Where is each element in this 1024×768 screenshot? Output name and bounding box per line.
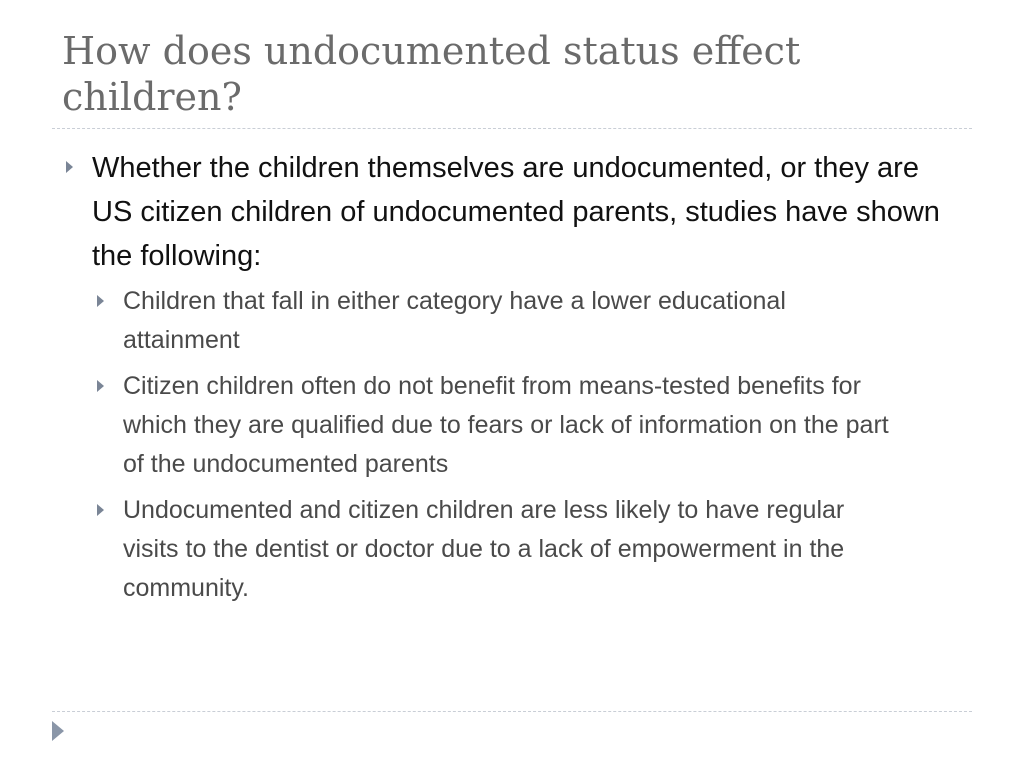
sub-bullet-text: Children that fall in either category have a lower educational attainment	[123, 287, 786, 354]
bullet-text: Whether the children themselves are undocumented, or they are US citizen children of undocumented parents, studies have shown the following:	[92, 152, 940, 272]
sub-bullet-item	[123, 367, 964, 484]
sub-bullet-item	[123, 491, 964, 608]
title-divider	[52, 128, 972, 129]
bullet-list	[0, 146, 1024, 615]
triangle-bullet-icon	[97, 504, 104, 516]
sub-bullet-text: Citizen children often do not benefit from means-tested benefits for which they are qualified due to fears or lack of information on the part of the undocumented parents	[123, 372, 889, 478]
sub-bullet-list	[92, 282, 964, 608]
bullet-item	[0, 146, 1024, 608]
triangle-bullet-icon	[97, 380, 104, 392]
play-arrow-icon	[52, 721, 64, 741]
slide-title: How does undocumented status effect children?	[62, 29, 801, 119]
footer-divider	[52, 711, 972, 712]
sub-bullet-text: Undocumented and citizen children are less likely to have regular visits to the dentist or doctor due to a lack of empowerment in the community.	[123, 496, 845, 602]
triangle-bullet-icon	[97, 295, 104, 307]
sub-bullet-item	[123, 282, 964, 360]
triangle-bullet-icon	[66, 161, 73, 173]
